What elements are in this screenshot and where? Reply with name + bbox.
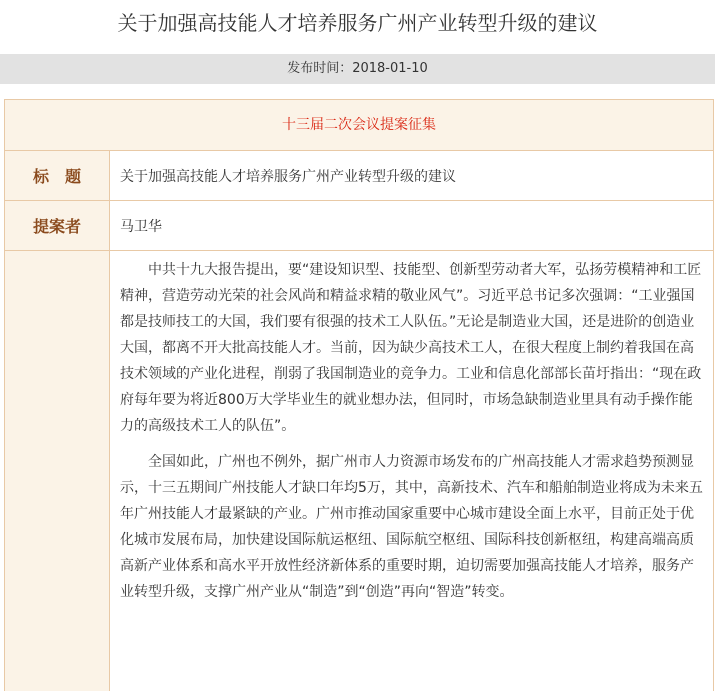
content-paragraph: 全国如此，广州也不例外，据广州市人力资源市场发布的广州高技能人才需求趋势预测显示，十三五期间广州技能人才缺口年均5万，其中，高新技术、汽车和船舶制造业将成为未来五年广州技能人才最紧缺的产业。广州市推动国家重要中心城市建设全面上水平，目前正处于优化城市发展布局，加快建设国际航运枢纽、国际航空枢纽、国际科技创新枢纽，构建高端高质高新产业体系和高水平开放性经济新体系的重要时期，迫切需要加强高技能人才培养，服务产业转型升级，支撑广州产业从“制造”到“创造”再向“智造”转变。: [120, 454, 703, 600]
proposal-table: [4, 99, 714, 691]
publish-date: 发布时间：2018-01-10: [287, 61, 428, 76]
content-body: [110, 251, 713, 691]
author-row: [5, 201, 713, 251]
author-value: 马卫华: [120, 218, 162, 235]
content-label-cell: [5, 251, 110, 691]
title-row: [5, 151, 713, 201]
table-header: [5, 100, 713, 151]
page-title: 关于加强高技能人才培养服务广州产业转型升级的建议: [117, 11, 598, 35]
content-paragraph: 中共十九大报告提出，要“建设知识型、技能型、创新型劳动者大军，弘扬劳模精神和工匠精神，营造劳动光荣的社会风尚和精益求精的敬业风气”。习近平总书记多次强调：“工业强国都是技师技工的大国，我们要有很强的技术工人队伍。”无论是制造业大国，还是进阶的创造业大国，都离不开大批高技能人才。当前，因为缺少高技术工人，在很大程度上制约着我国在高技术领域的产业化进程，削弱了我国制造业的竞争力。工业和信息化部部长苗圩指出：“现在政府每年要为将近800万大学毕业生的就业想办法，但同时，市场急缺制造业里具有动手操作能力的高级技术工人的队伍”。: [120, 262, 702, 434]
table-header-text: 十三届二次会议提案征集: [282, 117, 436, 133]
title-label: 标 题: [5, 151, 110, 200]
author-label: 提案者: [5, 201, 110, 250]
publish-date-bar: [0, 54, 715, 84]
title-value: 关于加强高技能人才培养服务广州产业转型升级的建议: [120, 168, 456, 185]
content-row: [5, 251, 713, 691]
